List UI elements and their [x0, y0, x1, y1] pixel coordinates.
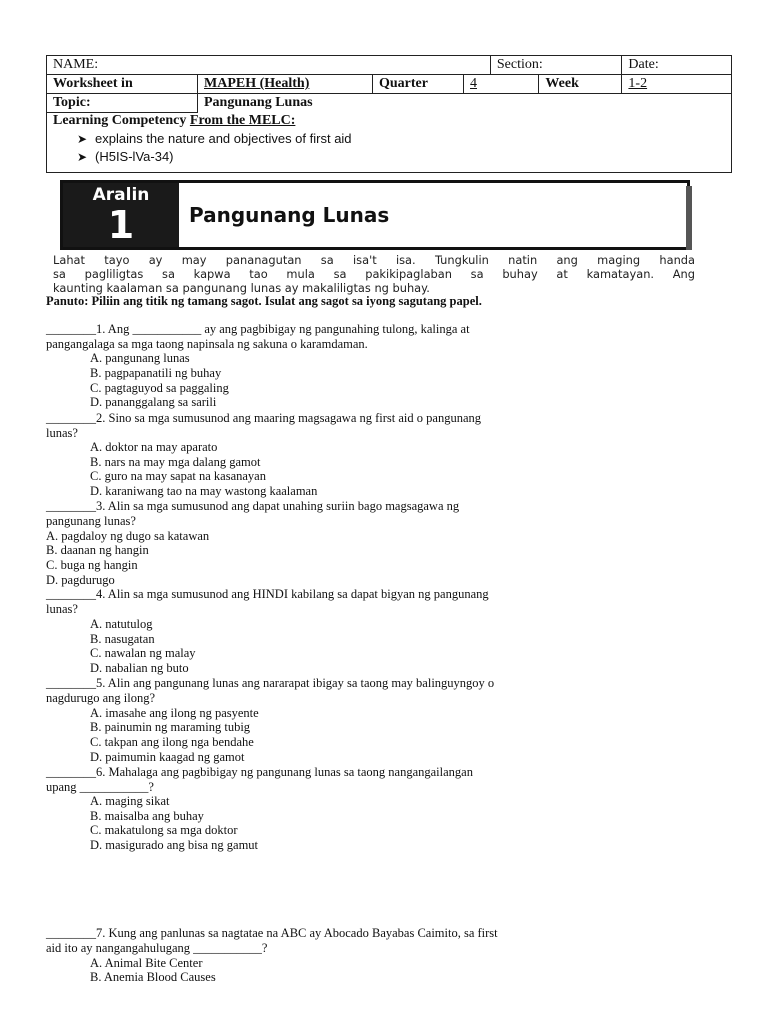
- instructions: Panuto: Piliin ang titik ng tamang sagot. Isulat ang sagot sa iyong sagutang papel.: [46, 294, 482, 308]
- intro-line: sa pagliligtas sa kapwa tao mula sa pakikipaglaban sa buhay at kamatayan. Ang: [53, 267, 695, 281]
- question-line: ________7. Kung ang panlunas sa nagtatae na ABC ay Abocado Bayabas Caimito, sa first: [46, 926, 498, 940]
- competency-source: From the MELC:: [189, 113, 296, 128]
- option: D. pananggalang sa sarili: [90, 395, 217, 409]
- question-line: ________5. Alin ang pangunang lunas ang nararapat ibigay sa taong may balinguyngoy o: [46, 676, 495, 690]
- section-label: Section:: [496, 57, 543, 72]
- week-value-cell: [622, 75, 732, 94]
- option: A. imasahe ang ilong ng pasyente: [90, 706, 259, 720]
- worksheet-header-table: [46, 55, 732, 113]
- quarter-label: Quarter: [379, 76, 428, 91]
- competency-label: Learning Competency: [53, 113, 187, 128]
- question-5: [46, 676, 494, 705]
- option: B. daanan ng hangin: [46, 543, 149, 557]
- option: C. nawalan ng malay: [90, 646, 196, 660]
- question-line: ________4. Alin sa mga sumusunod ang HINDI kabilang sa dapat bigyan ng pangunang: [46, 587, 489, 601]
- option: C. buga ng hangin: [46, 558, 138, 572]
- question-line: ________2. Sino sa mga sumusunod ang maaring magsagawa ng first aid o pangunang: [46, 411, 481, 425]
- option: C. takpan ang ilong nga bendahe: [90, 735, 254, 749]
- option: A. doktor na may aparato: [90, 440, 218, 454]
- lesson-number-block: [63, 183, 179, 247]
- option: B. maisalba ang buhay: [90, 809, 204, 823]
- name-label: NAME:: [53, 57, 99, 72]
- lesson-intro: [53, 253, 695, 295]
- week-value: 1-2: [628, 76, 648, 91]
- topic-value: Pangunang Lunas: [204, 95, 313, 111]
- week-label: Week: [545, 76, 579, 91]
- competency-item: [77, 149, 174, 164]
- worksheet-label: Worksheet in: [53, 76, 133, 91]
- lesson-banner: [60, 180, 690, 250]
- option: B. nars na may mga dalang gamot: [90, 455, 261, 469]
- option: A. Animal Bite Center: [90, 956, 203, 970]
- name-cell: [47, 56, 491, 75]
- quarter-label-cell: [373, 75, 464, 94]
- week-label-cell: [539, 75, 622, 94]
- question-7: [46, 926, 498, 955]
- date-label: Date:: [628, 57, 659, 72]
- option: A. pagdaloy ng dugo sa katawan: [46, 529, 210, 543]
- question-line: pangunang lunas?: [46, 513, 136, 528]
- subject-cell: [198, 75, 373, 94]
- arrow-bullet-icon: ➤: [77, 132, 88, 146]
- learning-competency-box: [46, 113, 732, 173]
- option: D. masigurado ang bisa ng gamut: [90, 838, 259, 852]
- banner-shadow: [686, 186, 692, 250]
- question-line: aid ito ay nangangahulugang ___________?: [46, 940, 268, 955]
- option: D. paimumin kaagad ng gamot: [90, 750, 245, 764]
- question-line: ________1. Ang ___________ ay ang pagbibigay ng pangunahing tulong, kalinga at: [46, 322, 470, 336]
- topic-value-cell: [198, 94, 732, 113]
- quarter-value-cell: [464, 75, 539, 94]
- option: C. makatulong sa mga doktor: [90, 823, 238, 837]
- option: D. pagdurugo: [46, 573, 115, 587]
- option: D. nabalian ng buto: [90, 661, 189, 675]
- question-line: ________6. Mahalaga ang pagbibigay ng pangunang lunas sa taong nangangailangan: [46, 765, 473, 779]
- aralin-number: 1: [107, 203, 135, 247]
- topic-label-cell: [47, 94, 198, 113]
- question-line: pangangalaga sa mga taong napinsala ng sakuna o karamdaman.: [46, 336, 368, 351]
- option: B. Anemia Blood Causes: [90, 970, 216, 984]
- subject-value: MAPEH (Health): [204, 76, 310, 91]
- competency-item: [77, 131, 352, 146]
- question-1: [46, 322, 470, 351]
- section-cell: [490, 56, 622, 75]
- option: C. pagtaguyod sa paggaling: [90, 381, 229, 395]
- worksheet-label-cell: [47, 75, 198, 94]
- competency-heading: [53, 113, 295, 129]
- option: B. pagpapanatili ng buhay: [90, 366, 222, 380]
- question-line: nagdurugo ang ilong?: [46, 690, 156, 705]
- lesson-title: Pangunang Lunas: [189, 203, 390, 227]
- intro-line: kaunting kaalaman sa pangunang lunas ay makaliligtas ng buhay.: [53, 281, 430, 295]
- competency-text: explains the nature and objectives of first aid: [95, 131, 352, 146]
- arrow-bullet-icon: ➤: [77, 150, 88, 164]
- aralin-label: Aralin: [92, 185, 150, 205]
- option: B. nasugatan: [90, 632, 155, 646]
- option: C. guro na may sapat na kasanayan: [90, 469, 266, 483]
- quarter-value: 4: [470, 76, 477, 91]
- question-4: [46, 587, 489, 616]
- question-3: [46, 499, 459, 528]
- question-line: lunas?: [46, 601, 78, 616]
- intro-line: Lahat tayo ay may pananagutan sa isa't isa. Tungkulin natin ang maging handa: [53, 253, 695, 267]
- question-6: [46, 765, 473, 794]
- option: A. maging sikat: [90, 794, 170, 808]
- option: A. pangunang lunas: [90, 351, 190, 365]
- topic-label: Topic:: [53, 95, 91, 110]
- question-line: ________3. Alin sa mga sumusunod ang dapat unahing suriin bago magsagawa ng: [46, 499, 460, 513]
- question-line: upang ___________?: [46, 779, 154, 794]
- option: A. natutulog: [90, 617, 153, 631]
- option: D. karaniwang tao na may wastong kaalaman: [90, 484, 318, 498]
- option: B. painumin ng maraming tubig: [90, 720, 251, 734]
- question-line: lunas?: [46, 425, 78, 440]
- competency-code: (H5IS-lVa-34): [95, 149, 174, 164]
- date-cell: [622, 56, 732, 75]
- question-2: [46, 411, 481, 440]
